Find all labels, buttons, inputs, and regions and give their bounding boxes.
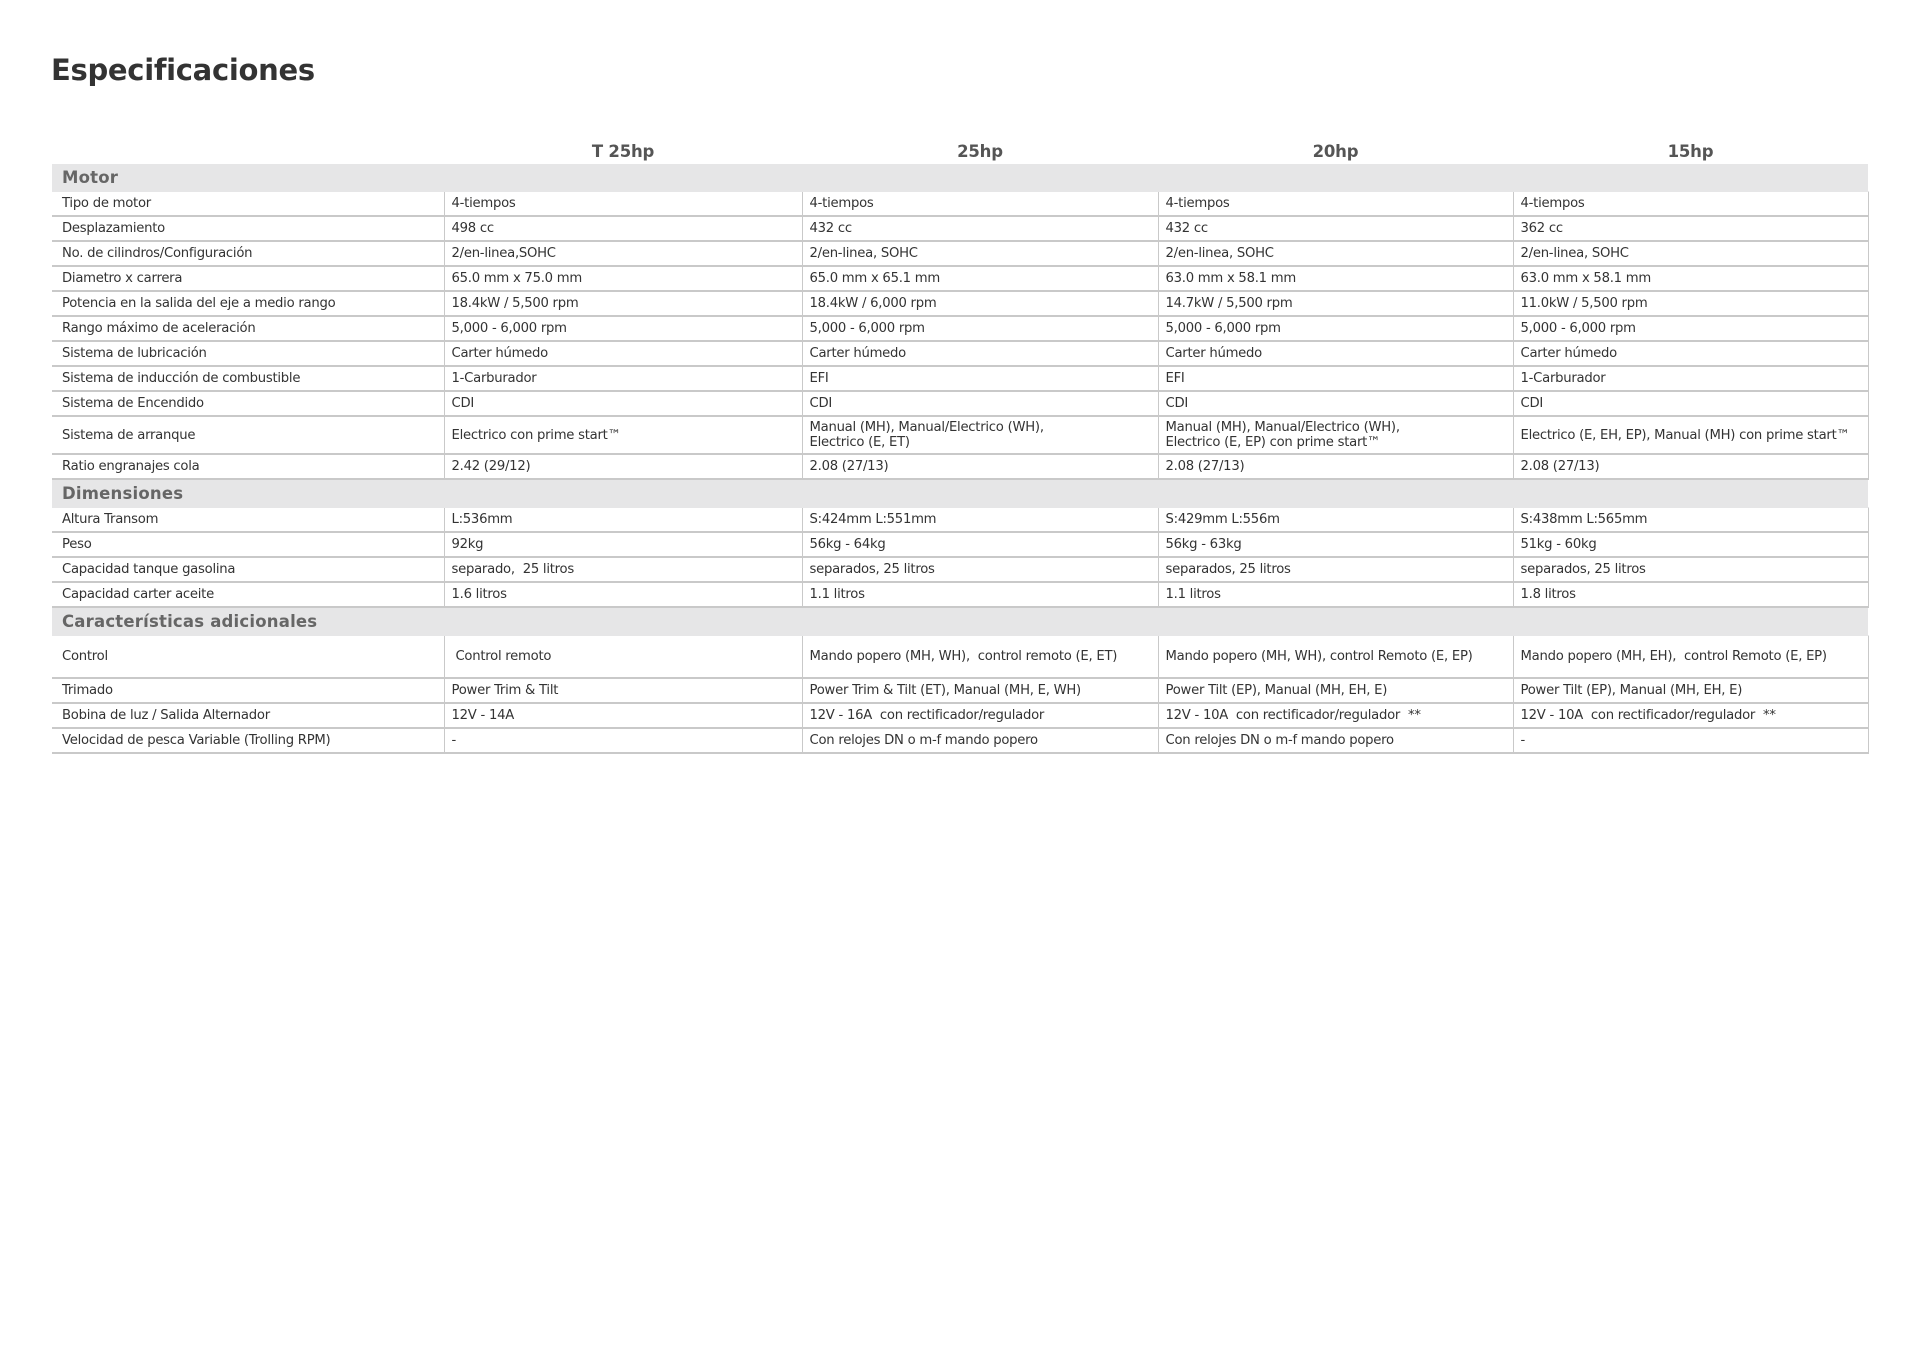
cell-value: Carter húmedo [444,341,802,366]
cell-value: 51kg - 60kg [1513,532,1868,557]
cell-value: 1.1 litros [802,582,1158,607]
table-row [52,703,1868,728]
cell-value: separados, 25 litros [802,557,1158,582]
model-header-20hp: 20hp [1312,141,1359,161]
cell-value: separado, 25 litros [444,557,802,582]
cell-line: Electrico (E, EP) con prime start™ [1165,435,1380,450]
table-row [52,266,1868,291]
table-row [52,557,1868,582]
section-label: Motor [52,164,1868,192]
cell-value: CDI [444,391,802,416]
cell-value: 2.08 (27/13) [802,454,1158,479]
cell-value: 2/en-linea,SOHC [444,241,802,266]
cell-value: Mando popero (MH, EH), control Remoto (E, EP) [1513,636,1868,679]
row-label: Diametro x carrera [52,266,444,291]
table-row [52,291,1868,316]
cell-value: Mando popero (MH, WH), control remoto (E, ET) [802,636,1158,679]
cell-value: 5,000 - 6,000 rpm [1158,316,1513,341]
cell-value: 1.1 litros [1158,582,1513,607]
model-header-t25hp: T 25hp [591,141,655,161]
cell-value: 2.08 (27/13) [1513,454,1868,479]
row-label: Rango máximo de aceleración [52,316,444,341]
cell-value: 5,000 - 6,000 rpm [1513,316,1868,341]
cell-value: 2/en-linea, SOHC [1158,241,1513,266]
cell-value: 432 cc [1158,216,1513,241]
cell-value: Con relojes DN o m-f mando popero [1158,728,1513,753]
row-label: Altura Transom [52,508,444,533]
cell-value: 1-Carburador [444,366,802,391]
cell-value: 11.0kW / 5,500 rpm [1513,291,1868,316]
row-label: Peso [52,532,444,557]
cell-value: 63.0 mm x 58.1 mm [1513,266,1868,291]
table-row [52,216,1868,241]
table-row [52,316,1868,341]
cell-value: 2/en-linea, SOHC [1513,241,1868,266]
model-header-15hp: 15hp [1667,141,1714,161]
cell-value: Power Tilt (EP), Manual (MH, EH, E) [1513,678,1868,703]
cell-value: 498 cc [444,216,802,241]
table-row [52,582,1868,607]
cell-value: Power Trim & Tilt [444,678,802,703]
row-label: Control [52,636,444,679]
page-title: Especificaciones [51,53,315,87]
cell-value: 65.0 mm x 65.1 mm [802,266,1158,291]
cell-value: 12V - 10A con rectificador/regulador ** [1513,703,1868,728]
cell-value [444,416,802,454]
cell-value: Mando popero (MH, WH), control Remoto (E, EP) [1158,636,1513,679]
cell-value: 2.42 (29/12) [444,454,802,479]
cell-value: 18.4kW / 6,000 rpm [802,291,1158,316]
section-label: Dimensiones [52,479,1868,508]
header-blank-cell [52,138,444,164]
table-row [52,366,1868,391]
table-row [52,391,1868,416]
cell-value: L:536mm [444,508,802,533]
cell-value: 1-Carburador [1513,366,1868,391]
table-row [52,341,1868,366]
cell-value: Carter húmedo [1513,341,1868,366]
row-label: Sistema de lubricación [52,341,444,366]
table-row [52,454,1868,479]
cell-value: Power Trim & Tilt (ET), Manual (MH, E, WH) [802,678,1158,703]
cell-value: 65.0 mm x 75.0 mm [444,266,802,291]
cell-value: Con relojes DN o m-f mando popero [802,728,1158,753]
row-label: Desplazamiento [52,216,444,241]
section-label: Características adicionales [52,607,1868,636]
cell-value: 4-tiempos [1158,192,1513,217]
cell-value: CDI [1158,391,1513,416]
cell-value: 432 cc [802,216,1158,241]
row-label: Velocidad de pesca Variable (Trolling RPM) [52,728,444,753]
cell-value: 18.4kW / 5,500 rpm [444,291,802,316]
cell-value: CDI [1513,391,1868,416]
row-label: Sistema de arranque [52,416,444,454]
row-label: Capacidad tanque gasolina [52,557,444,582]
cell-value [802,416,1158,454]
cell-value: Carter húmedo [1158,341,1513,366]
table-row [52,728,1868,753]
table-row [52,678,1868,703]
cell-value: separados, 25 litros [1513,557,1868,582]
cell-value: EFI [1158,366,1513,391]
model-header-row [52,138,1868,164]
cell-value: Carter húmedo [802,341,1158,366]
cell-value: Power Tilt (EP), Manual (MH, EH, E) [1158,678,1513,703]
cell-value: 4-tiempos [1513,192,1868,217]
cell-value: 1.8 litros [1513,582,1868,607]
model-header-25hp: 25hp [957,141,1003,161]
table-row [52,636,1868,679]
row-label: Sistema de inducción de combustible [52,366,444,391]
cell-value: 5,000 - 6,000 rpm [444,316,802,341]
cell-value: 5,000 - 6,000 rpm [802,316,1158,341]
section-header-motor [52,164,1868,192]
row-label: Trimado [52,678,444,703]
row-label: Ratio engranajes cola [52,454,444,479]
cell-value: 56kg - 64kg [802,532,1158,557]
cell-value: separados, 25 litros [1158,557,1513,582]
cell-value: 2.08 (27/13) [1158,454,1513,479]
cell-value: 14.7kW / 5,500 rpm [1158,291,1513,316]
cell-value: 56kg - 63kg [1158,532,1513,557]
cell-line: Electrico (E, EH, EP), Manual (MH) con prime start™ [1520,427,1850,443]
cell-value: 12V - 10A con rectificador/regulador ** [1158,703,1513,728]
cell-value [1513,416,1868,454]
cell-value [1158,416,1513,454]
row-label: No. de cilindros/Configuración [52,241,444,266]
cell-value: Control remoto [444,636,802,679]
cell-value: EFI [802,366,1158,391]
table-row [52,241,1868,266]
section-header-dimensiones [52,479,1868,508]
row-label: Capacidad carter aceite [52,582,444,607]
table-row [52,532,1868,557]
cell-value: - [444,728,802,753]
table-row [52,416,1868,454]
row-label: Bobina de luz / Salida Alternador [52,703,444,728]
table-row [52,192,1868,217]
cell-value: 1.6 litros [444,582,802,607]
cell-line: Electrico con prime start™ [451,427,621,443]
cell-line: Manual (MH), Manual/Electrico (WH), [809,420,1044,435]
cell-value: 362 cc [1513,216,1868,241]
cell-value: 2/en-linea, SOHC [802,241,1158,266]
cell-value: 63.0 mm x 58.1 mm [1158,266,1513,291]
cell-value: - [1513,728,1868,753]
row-label: Tipo de motor [52,192,444,217]
row-label: Potencia en la salida del eje a medio rango [52,291,444,316]
specifications-table [52,138,1869,754]
table-row [52,508,1868,533]
cell-value: 12V - 14A [444,703,802,728]
section-header-caracteristicas [52,607,1868,636]
cell-value: 4-tiempos [802,192,1158,217]
cell-value: S:424mm L:551mm [802,508,1158,533]
cell-value: 92kg [444,532,802,557]
row-label: Sistema de Encendido [52,391,444,416]
cell-value: 12V - 16A con rectificador/regulador [802,703,1158,728]
cell-line: Manual (MH), Manual/Electrico (WH), [1165,420,1400,435]
cell-value: CDI [802,391,1158,416]
cell-value: S:438mm L:565mm [1513,508,1868,533]
cell-value: S:429mm L:556m [1158,508,1513,533]
cell-line: Electrico (E, ET) [809,435,910,450]
cell-value: 4-tiempos [444,192,802,217]
